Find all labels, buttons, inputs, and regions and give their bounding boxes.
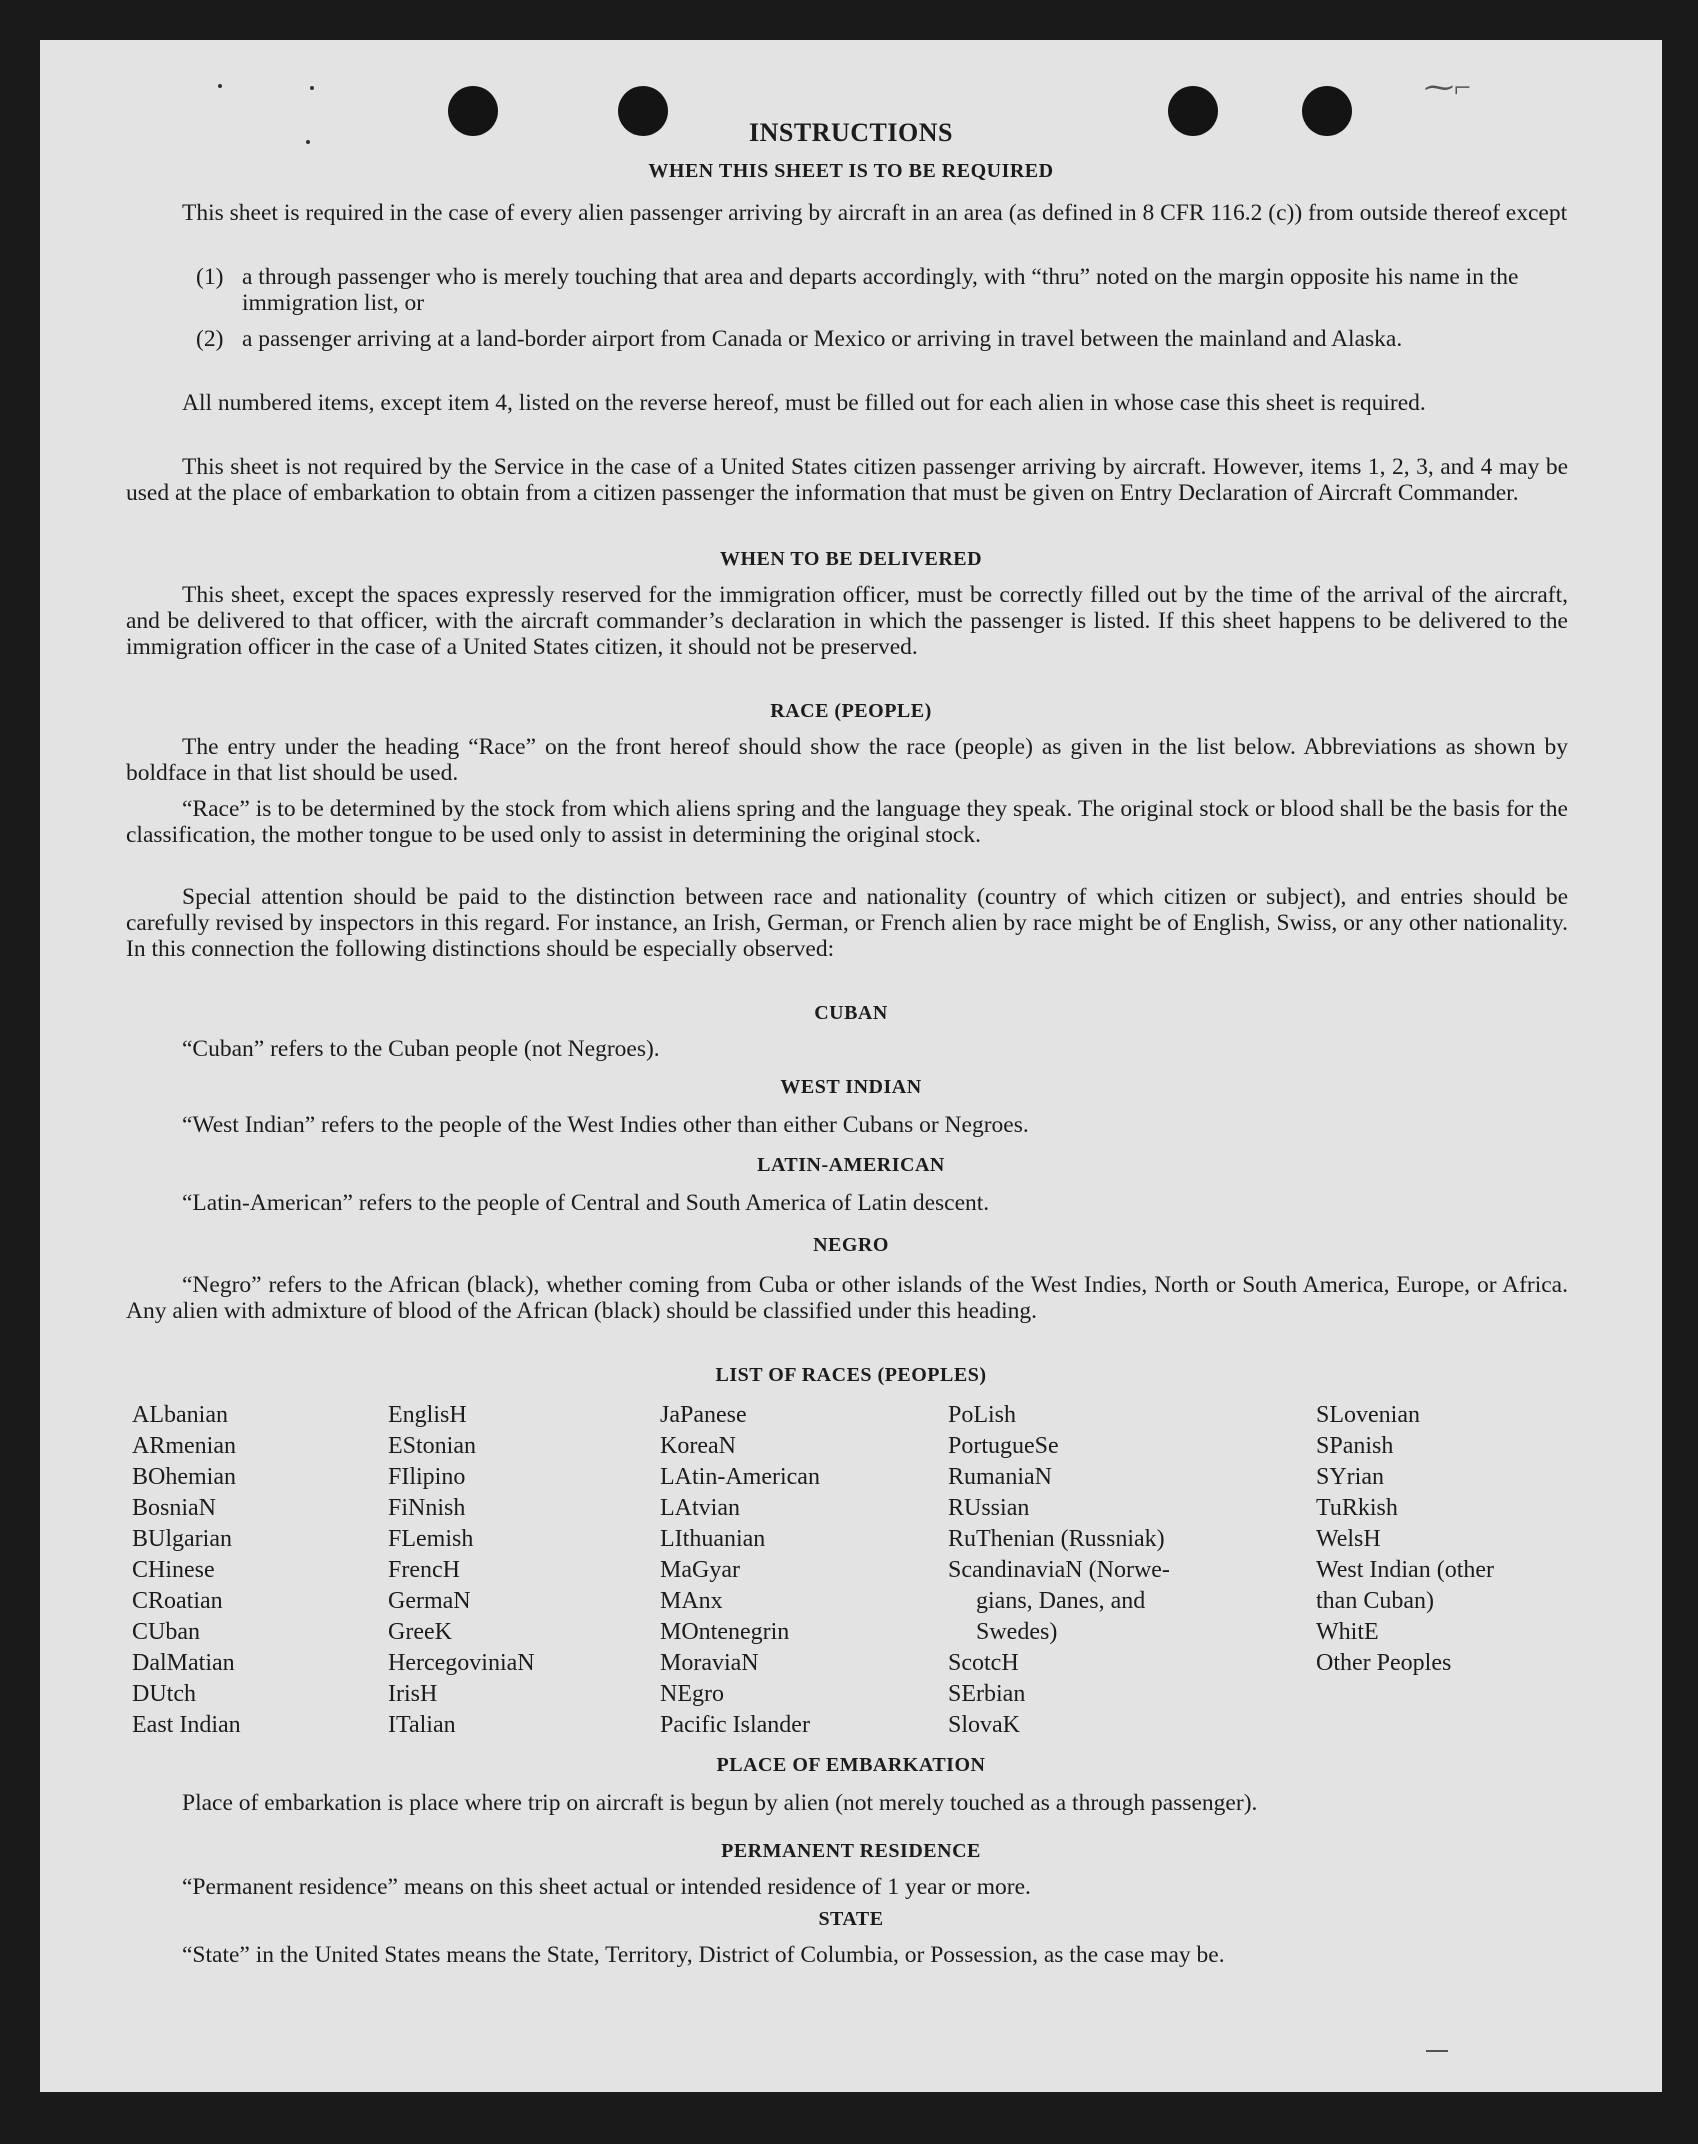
paragraph: “Cuban” refers to the Cuban people (not Negroes). (182, 1036, 660, 1062)
race-entry: Other Peoples (1316, 1650, 1452, 1676)
race-entry: WhitE (1316, 1619, 1379, 1645)
paragraph: “Permanent residence” means on this sheet actual or intended residence of 1 year or more. (182, 1874, 1031, 1900)
race-entry: MOntenegrin (660, 1619, 790, 1645)
race-entry: NEgro (660, 1681, 724, 1707)
race-entry: than Cuban) (1316, 1588, 1434, 1614)
paragraph: The entry under the heading “Race” on the front hereof should show the race (people) as given in the list below. Abbreviations as shown by boldface in that list should be used. (126, 734, 1568, 786)
section-heading: WHEN TO BE DELIVERED (719, 548, 983, 570)
race-entry: SLovenian (1316, 1402, 1420, 1428)
paragraph: “Race” is to be determined by the stock from which aliens spring and the language they speak. The original stock or blood shall be the basis for the classification, the mother tongue to be used only to assist in determining the original stock. (126, 796, 1568, 848)
race-entry: RumaniaN (948, 1464, 1052, 1490)
race-entry: CRoatian (132, 1588, 223, 1614)
section-heading: CUBAN (814, 1002, 888, 1024)
section-heading: RACE (PEOPLE) (770, 700, 932, 722)
page-title: INSTRUCTIONS (749, 118, 953, 147)
ink-mark (1426, 2050, 1448, 2052)
race-entry: BUlgarian (132, 1526, 232, 1552)
paragraph: This sheet is required in the case of every alien passenger arriving by aircraft in an area (as defined in 8 CFR 116.2 (c)) from outside thereof except (182, 200, 1568, 226)
race-entry: SlovaK (948, 1712, 1020, 1738)
race-entry: TuRkish (1316, 1495, 1398, 1521)
race-entry: MaGyar (660, 1557, 740, 1583)
section-heading: PLACE OF EMBARKATION (716, 1754, 986, 1776)
race-entry: ScandinaviaN (Norwe- (948, 1557, 1170, 1583)
race-column (1316, 1400, 1586, 1679)
race-column (388, 1400, 648, 1741)
document-page (40, 40, 1662, 2092)
race-entry: SErbian (948, 1681, 1026, 1707)
race-entry: SYrian (1316, 1464, 1384, 1490)
section-heading: LIST OF RACES (PEOPLES) (715, 1364, 987, 1386)
paragraph: Special attention should be paid to the distinction between race and nationality (country of which citizen or subject), and entries should be carefully revised by inspectors in this regard. For instance, an Irish, German, or French alien by race might be of English, Swiss, or any other nationality. In this connection the following distinctions should be especially observed: (126, 884, 1568, 962)
item-text: a through passenger who is merely touching that area and departs accordingly, with “thru” noted on the margin opposite his name in the immigration list, or (242, 264, 1519, 316)
race-entry: Swedes) (976, 1619, 1058, 1645)
race-entry: BOhemian (132, 1464, 236, 1490)
race-entry: HercegoviniaN (388, 1650, 535, 1676)
race-entry: LAtin-American (660, 1464, 820, 1490)
section-heading: PERMANENT RESIDENCE (721, 1840, 981, 1862)
race-entry: West Indian (other (1316, 1557, 1495, 1583)
race-entry: EStonian (388, 1433, 476, 1459)
section-heading: NEGRO (813, 1234, 889, 1256)
race-entry: gians, Danes, and (976, 1588, 1146, 1614)
speck (218, 84, 222, 88)
race-entry: LIthuanian (660, 1526, 766, 1552)
paragraph: All numbered items, except item 4, listed on the reverse hereof, must be filled out for each alien in whose case this sheet is required. (182, 390, 1426, 416)
race-entry: MoraviaN (660, 1650, 759, 1676)
race-entry: RUssian (948, 1495, 1030, 1521)
race-entry: Pacific Islander (660, 1712, 810, 1738)
paragraph: “Latin-American” refers to the people of Central and South America of Latin descent. (182, 1190, 990, 1216)
race-entry: GreeK (388, 1619, 452, 1645)
race-entry: DalMatian (132, 1650, 235, 1676)
race-entry: PoLish (948, 1402, 1017, 1428)
race-entry: CUban (132, 1619, 200, 1645)
paragraph: This sheet is not required by the Service in the case of a United States citizen passenger arriving by aircraft. However, items 1, 2, 3, and 4 may be used at the place of embarkation to obtain from a citizen passenger the information that must be given on Entry Declaration of Aircraft Commander. (126, 454, 1568, 506)
race-entry: DUtch (132, 1681, 196, 1707)
race-entry: SPanish (1316, 1433, 1394, 1459)
item-number: (1) (196, 264, 224, 290)
race-entry: ScotcH (948, 1650, 1019, 1676)
race-entry: East Indian (132, 1712, 241, 1738)
race-entry: IrisH (388, 1681, 438, 1707)
item-text: a passenger arriving at a land-border airport from Canada or Mexico or arriving in travel between the mainland and Alaska. (242, 326, 1403, 352)
paragraph: “State” in the United States means the State, Territory, District of Columbia, or Possession, as the case may be. (182, 1942, 1225, 1968)
list-item (196, 326, 1568, 352)
race-column (948, 1400, 1278, 1741)
section-heading: WEST INDIAN (780, 1076, 922, 1098)
race-entry: CHinese (132, 1557, 215, 1583)
race-entry: MAnx (660, 1588, 723, 1614)
race-entry: RuThenian (Russniak) (948, 1526, 1165, 1552)
paragraph: “West Indian” refers to the people of the West Indies other than either Cubans or Negroes. (182, 1112, 1029, 1138)
race-entry: FrencH (388, 1557, 460, 1583)
pencil-mark: ⁓⌐ (1424, 71, 1471, 104)
race-entry: ARmenian (132, 1433, 236, 1459)
paragraph: Place of embarkation is place where trip on aircraft is begun by alien (not merely touched as a through passenger). (182, 1790, 1258, 1816)
race-entry: LAtvian (660, 1495, 740, 1521)
race-entry: PortugueSe (948, 1433, 1059, 1459)
race-entry: WelsH (1316, 1526, 1381, 1552)
section-heading: STATE (818, 1908, 884, 1930)
paragraph: This sheet, except the spaces expressly reserved for the immigration officer, must be correctly filled out by the time of the arrival of the aircraft, and be delivered to that officer, with the aircraft commander’s declaration in which the passenger is listed. If this sheet happens to be delivered to the immigration officer in the case of a United States citizen, it should not be preserved. (126, 582, 1568, 660)
race-entry: ITalian (388, 1712, 456, 1738)
race-entry: GermaN (388, 1588, 471, 1614)
speck (310, 86, 314, 90)
section-heading: WHEN THIS SHEET IS TO BE REQUIRED (648, 160, 1054, 182)
section-heading: LATIN-AMERICAN (757, 1154, 945, 1176)
race-column (132, 1400, 372, 1741)
race-entry: BosniaN (132, 1495, 216, 1521)
paragraph: “Negro” refers to the African (black), whether coming from Cuba or other islands of the West Indies, North or South America, Europe, or Africa. Any alien with admixture of blood of the African (black) should be classified under this heading. (126, 1272, 1568, 1324)
item-number: (2) (196, 326, 224, 352)
race-entry: KoreaN (660, 1433, 736, 1459)
race-entry: EnglisH (388, 1402, 467, 1428)
race-entry: FIlipino (388, 1464, 466, 1490)
list-item (196, 264, 1568, 316)
race-entry: ALbanian (132, 1402, 228, 1428)
race-column (660, 1400, 950, 1741)
race-entry: JaPanese (660, 1402, 747, 1428)
race-entry: FiNnish (388, 1495, 466, 1521)
race-entry: FLemish (388, 1526, 474, 1552)
